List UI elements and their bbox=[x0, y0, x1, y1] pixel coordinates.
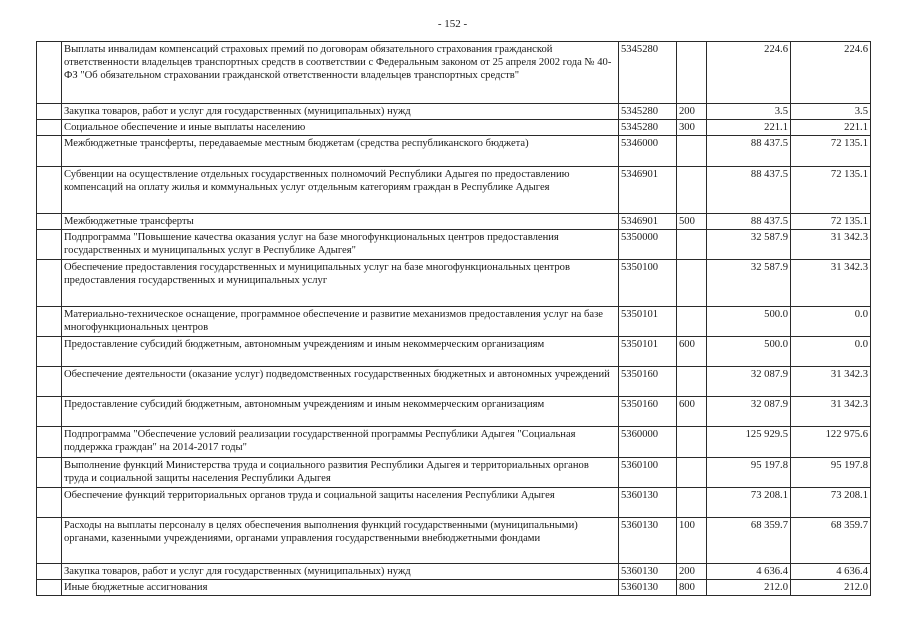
table-row bbox=[37, 458, 871, 488]
row-name: Межбюджетные трансферты, передаваемые местным бюджетам (средства республиканского бюджета) bbox=[62, 136, 619, 167]
row-name: Предоставление субсидий бюджетным, автономным учреждениям и иным некоммерческим организациям bbox=[62, 337, 619, 367]
row-expense-type bbox=[677, 488, 707, 518]
row-blank-cell bbox=[37, 458, 62, 488]
row-name: Обеспечение деятельности (оказание услуг) подведомственных государственных бюджетных и автономных учреждений bbox=[62, 367, 619, 397]
row-code: 5350160 bbox=[619, 367, 677, 397]
row-value-2: 31 342.3 bbox=[791, 260, 871, 307]
row-value-2: 68 359.7 bbox=[791, 518, 871, 564]
row-value-2: 221.1 bbox=[791, 120, 871, 136]
row-code: 5350160 bbox=[619, 397, 677, 427]
row-value-2: 95 197.8 bbox=[791, 458, 871, 488]
row-value-1: 32 087.9 bbox=[707, 397, 791, 427]
row-blank-cell bbox=[37, 104, 62, 120]
row-expense-type bbox=[677, 167, 707, 214]
row-code: 5345280 bbox=[619, 104, 677, 120]
table-row bbox=[37, 367, 871, 397]
row-code: 5360000 bbox=[619, 427, 677, 458]
table-row bbox=[37, 42, 871, 104]
row-name: Выплаты инвалидам компенсаций страховых премий по договорам обязательного страхования гражданской ответственности владельцев транспортных средств в соответствии с Федеральным законом от 25 апреля 2002 года № 40-ФЗ "Об обязательном страховании гражданской ответственности владельцев транспортных средств" bbox=[62, 42, 619, 104]
row-value-2: 224.6 bbox=[791, 42, 871, 104]
row-blank-cell bbox=[37, 337, 62, 367]
row-code: 5346901 bbox=[619, 167, 677, 214]
row-expense-type: 100 bbox=[677, 518, 707, 564]
row-value-1: 221.1 bbox=[707, 120, 791, 136]
row-value-1: 88 437.5 bbox=[707, 136, 791, 167]
table-row bbox=[37, 427, 871, 458]
row-blank-cell bbox=[37, 564, 62, 580]
row-code: 5360130 bbox=[619, 518, 677, 564]
table-row bbox=[37, 230, 871, 260]
row-value-1: 73 208.1 bbox=[707, 488, 791, 518]
row-value-2: 0.0 bbox=[791, 307, 871, 337]
row-expense-type: 800 bbox=[677, 580, 707, 596]
table-row bbox=[37, 518, 871, 564]
row-name: Обеспечение функций территориальных органов труда и социальной защиты населения Республики Адыгея bbox=[62, 488, 619, 518]
row-name: Социальное обеспечение и иные выплаты населению bbox=[62, 120, 619, 136]
row-blank-cell bbox=[37, 397, 62, 427]
table-row bbox=[37, 307, 871, 337]
table-row bbox=[37, 488, 871, 518]
table-row bbox=[37, 337, 871, 367]
row-code: 5350100 bbox=[619, 260, 677, 307]
row-name: Расходы на выплаты персоналу в целях обеспечения выполнения функций государственными (муниципальными) органами, казенными учреждениями, органами управления государственными внебюджетными фондами bbox=[62, 518, 619, 564]
row-value-1: 125 929.5 bbox=[707, 427, 791, 458]
row-blank-cell bbox=[37, 167, 62, 214]
row-name: Субвенции на осуществление отдельных государственных полномочий Республики Адыгея по предоставлению компенсаций на оплату жилья и коммунальных услуг отдельным категориям граждан в Республике Адыгея bbox=[62, 167, 619, 214]
row-expense-type bbox=[677, 367, 707, 397]
row-expense-type: 600 bbox=[677, 397, 707, 427]
row-code: 5350101 bbox=[619, 307, 677, 337]
row-name: Подпрограмма "Повышение качества оказания услуг на базе многофункциональных центров предоставления государственных и муниципальных услуг в Республике Адыгея" bbox=[62, 230, 619, 260]
row-expense-type: 200 bbox=[677, 564, 707, 580]
row-value-2: 212.0 bbox=[791, 580, 871, 596]
row-code: 5345280 bbox=[619, 42, 677, 104]
row-value-2: 72 135.1 bbox=[791, 214, 871, 230]
row-name: Обеспечение предоставления государственных и муниципальных услуг на базе многофункциональных центров предоставления государственных и муниципальных услуг bbox=[62, 260, 619, 307]
row-value-1: 4 636.4 bbox=[707, 564, 791, 580]
table-row bbox=[37, 167, 871, 214]
row-expense-type: 500 bbox=[677, 214, 707, 230]
row-value-1: 32 087.9 bbox=[707, 367, 791, 397]
row-blank-cell bbox=[37, 518, 62, 564]
row-value-1: 224.6 bbox=[707, 42, 791, 104]
row-expense-type bbox=[677, 260, 707, 307]
row-value-1: 500.0 bbox=[707, 337, 791, 367]
row-value-2: 0.0 bbox=[791, 337, 871, 367]
row-value-1: 32 587.9 bbox=[707, 230, 791, 260]
row-blank-cell bbox=[37, 42, 62, 104]
row-code: 5360130 bbox=[619, 580, 677, 596]
table-row bbox=[37, 260, 871, 307]
row-value-2: 122 975.6 bbox=[791, 427, 871, 458]
row-expense-type bbox=[677, 307, 707, 337]
row-code: 5360100 bbox=[619, 458, 677, 488]
row-expense-type bbox=[677, 230, 707, 260]
row-value-1: 95 197.8 bbox=[707, 458, 791, 488]
row-blank-cell bbox=[37, 260, 62, 307]
table-row bbox=[37, 564, 871, 580]
row-value-1: 68 359.7 bbox=[707, 518, 791, 564]
row-code: 5360130 bbox=[619, 488, 677, 518]
row-blank-cell bbox=[37, 367, 62, 397]
row-value-2: 73 208.1 bbox=[791, 488, 871, 518]
row-blank-cell bbox=[37, 230, 62, 260]
row-value-2: 72 135.1 bbox=[791, 167, 871, 214]
row-blank-cell bbox=[37, 580, 62, 596]
table-row bbox=[37, 104, 871, 120]
row-value-1: 88 437.5 bbox=[707, 167, 791, 214]
row-blank-cell bbox=[37, 488, 62, 518]
row-expense-type: 200 bbox=[677, 104, 707, 120]
row-blank-cell bbox=[37, 307, 62, 337]
row-code: 5350101 bbox=[619, 337, 677, 367]
row-blank-cell bbox=[37, 214, 62, 230]
row-value-1: 32 587.9 bbox=[707, 260, 791, 307]
budget-table bbox=[36, 41, 871, 596]
row-expense-type bbox=[677, 136, 707, 167]
row-expense-type bbox=[677, 42, 707, 104]
row-value-1: 500.0 bbox=[707, 307, 791, 337]
row-name: Закупка товаров, работ и услуг для государственных (муниципальных) нужд bbox=[62, 564, 619, 580]
row-name: Межбюджетные трансферты bbox=[62, 214, 619, 230]
row-expense-type: 600 bbox=[677, 337, 707, 367]
row-expense-type bbox=[677, 427, 707, 458]
row-expense-type bbox=[677, 458, 707, 488]
row-value-2: 31 342.3 bbox=[791, 397, 871, 427]
table-row bbox=[37, 136, 871, 167]
row-value-1: 3.5 bbox=[707, 104, 791, 120]
row-value-2: 3.5 bbox=[791, 104, 871, 120]
row-value-1: 212.0 bbox=[707, 580, 791, 596]
row-name: Предоставление субсидий бюджетным, автономным учреждениям и иным некоммерческим организациям bbox=[62, 397, 619, 427]
row-name: Материально-техническое оснащение, программное обеспечение и развитие механизмов предоставления услуг на базе многофункциональных центров bbox=[62, 307, 619, 337]
table-row bbox=[37, 580, 871, 596]
row-expense-type: 300 bbox=[677, 120, 707, 136]
row-value-2: 72 135.1 bbox=[791, 136, 871, 167]
table-row bbox=[37, 397, 871, 427]
row-value-2: 31 342.3 bbox=[791, 367, 871, 397]
row-name: Подпрограмма "Обеспечение условий реализации государственной программы Республики Адыгея "Социальная поддержка граждан" на 2014-2017 годы" bbox=[62, 427, 619, 458]
row-code: 5345280 bbox=[619, 120, 677, 136]
row-value-1: 88 437.5 bbox=[707, 214, 791, 230]
row-code: 5346000 bbox=[619, 136, 677, 167]
row-code: 5350000 bbox=[619, 230, 677, 260]
row-code: 5360130 bbox=[619, 564, 677, 580]
row-value-2: 31 342.3 bbox=[791, 230, 871, 260]
row-value-2: 4 636.4 bbox=[791, 564, 871, 580]
table-row bbox=[37, 214, 871, 230]
row-name: Выполнение функций Министерства труда и социального развития Республики Адыгея и территориальных органов труда и социальной защиты населения Республики Адыгея bbox=[62, 458, 619, 488]
row-name: Иные бюджетные ассигнования bbox=[62, 580, 619, 596]
row-blank-cell bbox=[37, 120, 62, 136]
row-blank-cell bbox=[37, 427, 62, 458]
row-blank-cell bbox=[37, 136, 62, 167]
row-name: Закупка товаров, работ и услуг для государственных (муниципальных) нужд bbox=[62, 104, 619, 120]
page-number: - 152 - bbox=[437, 18, 468, 30]
table-row bbox=[37, 120, 871, 136]
row-code: 5346901 bbox=[619, 214, 677, 230]
